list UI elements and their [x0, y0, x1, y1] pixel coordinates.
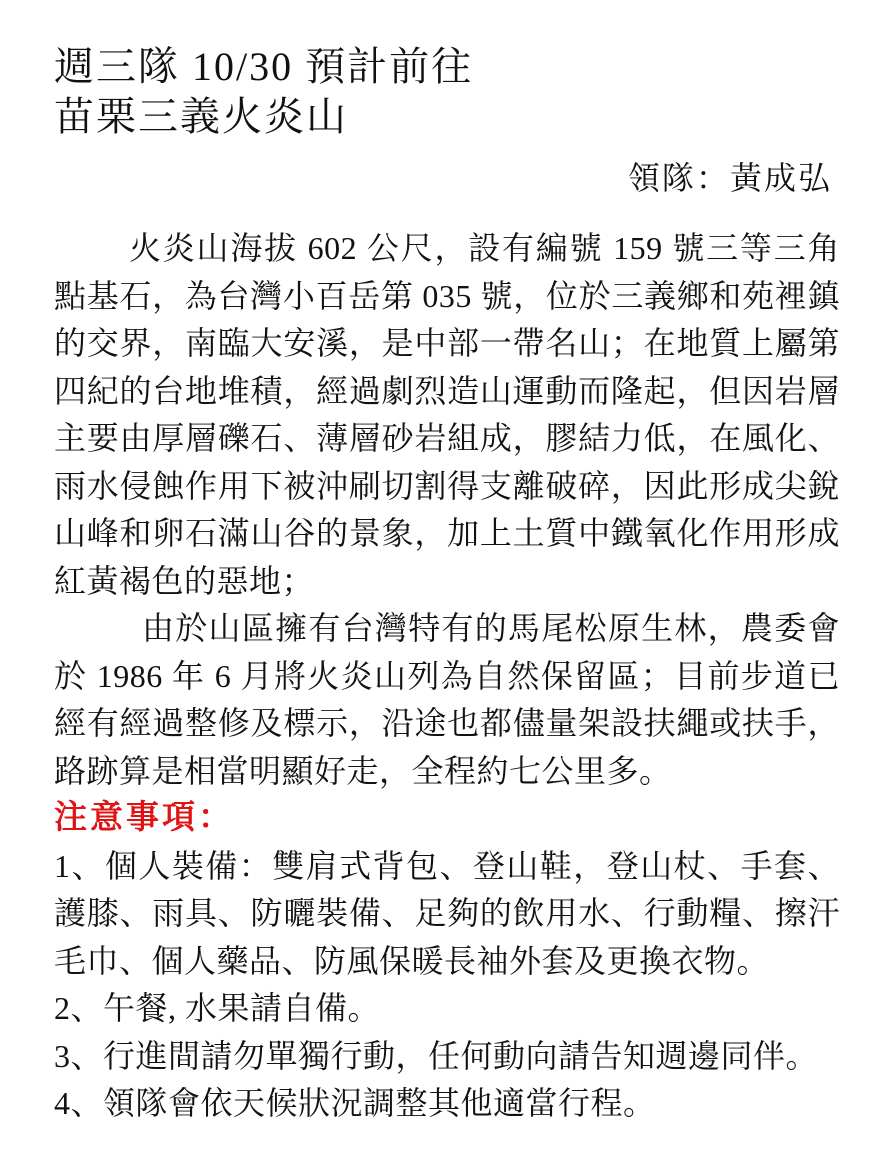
nature-reserve-paragraph: 由於山區擁有台灣特有的馬尾松原生林，農委會於 1986 年 6 月將火炎山列為自然保留區；目前步道已經有經過整修及標示，沿途也都儘量架設扶繩或扶手，路跡算是相當明顯好走，全程約七公里多。 [54, 610, 840, 789]
notice-item-2-lunch: 2、午餐, 水果請自備。 [54, 990, 381, 1026]
title-line-1: 週三隊 10/30 預計前往 [54, 44, 474, 89]
notice-item-4-weather: 4、領隊會依天候狀況調整其他適當行程。 [54, 1085, 656, 1121]
leader-name-line: 領隊：黃成弘 [627, 160, 832, 196]
document-title [54, 42, 840, 142]
notice-heading: 注意事項： [54, 800, 234, 836]
title-line-2: 苗栗三義火炎山 [54, 94, 348, 139]
mountain-intro-paragraph: 火炎山海拔 602 公尺，設有編號 159 號三等三角點基石，為台灣小百岳第 035 號，位於三義鄉和苑裡鎮的交界，南臨大安溪，是中部一帶名山；在地質上屬第四紀的台地堆積，經過劇烈造山運動而隆起，但因岩層主要由厚層礫石、薄層砂岩組成，膠結力低，在風化、雨水侵蝕作用下被沖刷切割得支離破碎，因此形成尖銳山峰和卵石滿山谷的景象，加上土質中鐵氧化作用形成紅黃褐色的惡地； [54, 230, 840, 599]
notice-item-3-stay-together: 3、行進間請勿單獨行動，任何動向請告知週邊同伴。 [54, 1037, 819, 1074]
notice-item-1-equipment: 1、個人裝備：雙肩式背包、登山鞋，登山杖、手套、護膝、雨具、防曬裝備、足夠的飲用水、行動糧、擦汗毛巾、個人藥品、防風保暖長袖外套及更換衣物。 [54, 847, 840, 979]
